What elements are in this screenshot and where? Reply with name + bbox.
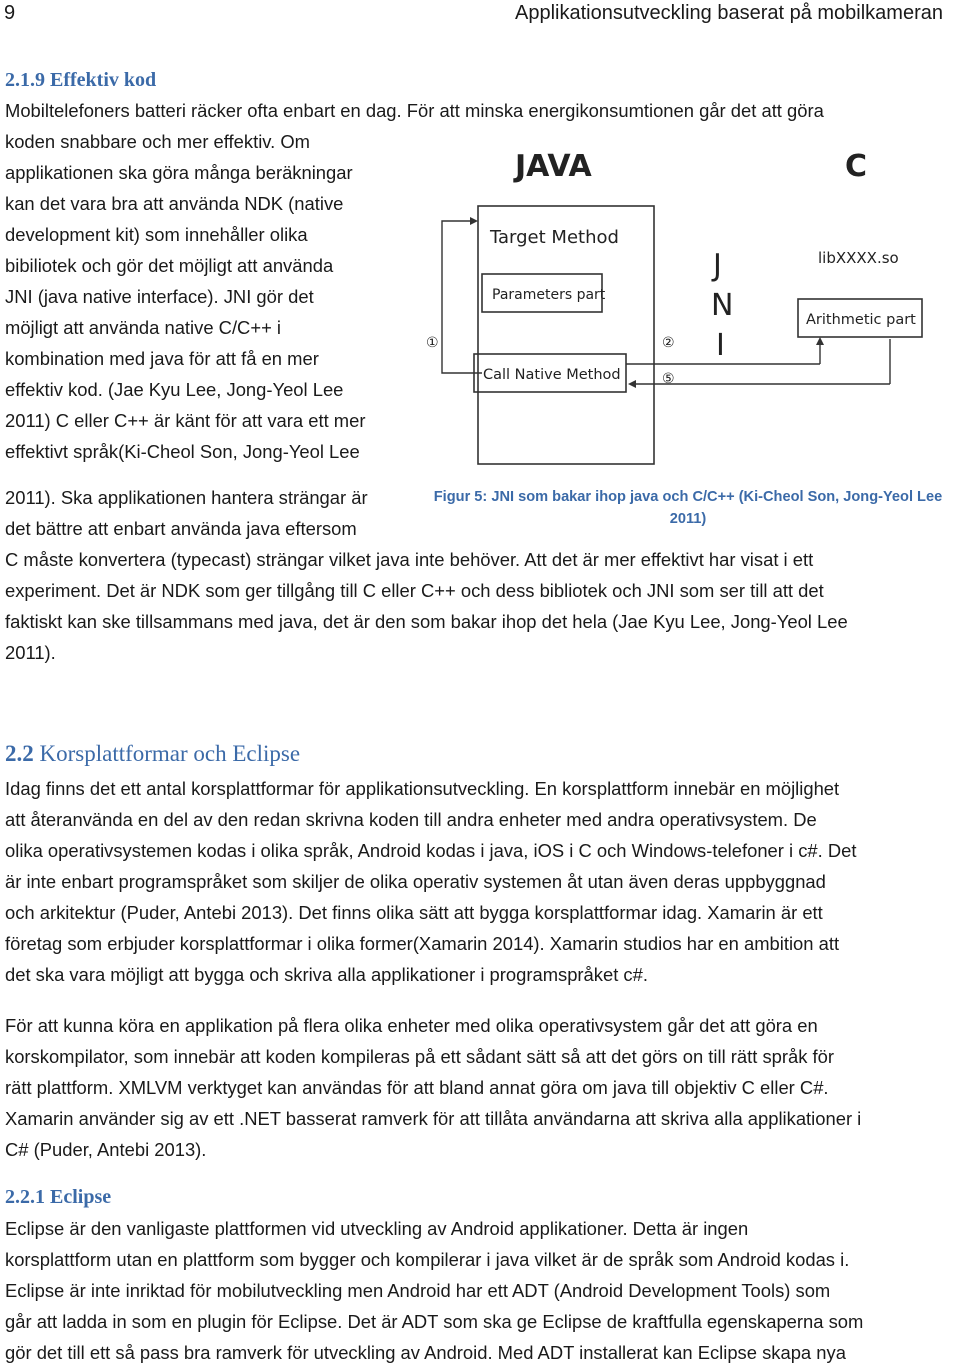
text-line: bibiliotek och gör det möjligt att använda: [5, 255, 334, 276]
text-line: 2011).: [5, 642, 56, 663]
text-line: koden snabbare och mer effektiv. Om: [5, 131, 310, 152]
call-native-method-label: Call Native Method: [483, 367, 621, 383]
text-line: Eclipse är den vanligaste plattformen vid utveckling av Android applikationer. Detta är ingen: [5, 1218, 749, 1239]
text-line: 2011). Ska applikationen hantera strängar är: [5, 487, 368, 508]
text-line: C måste konvertera (typecast) strängar vilket java inte behöver. Att det är mer effektivt har visat i ett: [5, 549, 814, 570]
text-line: Mobiltelefoners batteri räcker ofta enbart en dag. För att minska energikonsumtionen går det att göra: [5, 100, 824, 121]
text-line: möjligt att använda native C/C++ i: [5, 317, 282, 338]
text-line: det bättre att enbart använda java eftersom: [5, 518, 357, 539]
text-line: är inte enbart programspråket som skiljer de olika operativ systemen åt utan även deras uppbyggnad: [5, 871, 826, 892]
text-line: För att kunna köra en applikation på flera olika enheter med olika operativsystem går det att göra en: [5, 1015, 818, 1036]
running-title: Applikationsutveckling baserat på mobilkameran: [514, 2, 943, 24]
figure-caption-line: 2011): [669, 511, 707, 527]
section-title: Korsplattformar och Eclipse: [39, 741, 301, 766]
text-line: faktiskt kan ske tillsammans med java, det är den som bakar ihop det hela (Jae Kyu Lee, Jong-Yeol Lee: [5, 611, 848, 632]
jni-letter-i: I: [716, 328, 725, 363]
text-line: kan det vara bra att använda NDK (native: [5, 193, 344, 214]
text-line: det ska vara möjligt att bygga och skriva alla applikationer i programspråket c#.: [5, 964, 648, 985]
section-heading-effektiv-kod: 2.1.9 Effektiv kod: [5, 69, 157, 91]
text-line: experiment. Det är NDK som ger tillgång till C eller C++ och dess bibliotek och JNI som ser till att det: [5, 580, 824, 601]
text-line: applikationen ska göra många beräkningar: [5, 162, 353, 183]
arithmetic-part-label: Arithmetic part: [806, 312, 916, 328]
text-line: C# (Puder, Antebi 2013).: [5, 1139, 207, 1160]
text-line: JNI (java native interface). JNI gör det: [5, 286, 314, 307]
text-line: korskompilator, som innebär att koden kompileras på ett sådant sätt så att det görs on till rätt språk för: [5, 1046, 835, 1067]
marker-2: ②: [662, 335, 675, 351]
lib-name-label: libXXXX.so: [818, 249, 899, 267]
text-line: 2011) C eller C++ är känt för att vara ett mer: [5, 410, 366, 431]
target-method-label: Target Method: [490, 227, 619, 248]
text-line: företag som erbjuder korsplattformar i olika former(Xamarin 2014). Xamarin studios har en ambition att: [5, 933, 840, 954]
section-number: 2.2: [5, 741, 34, 766]
jni-figure: [420, 133, 956, 481]
figure-caption: [420, 486, 956, 530]
text-line: gör det till ett så pass bra ramverk för utveckling av Android. Med ADT installerat kan Eclipse skapa nya: [5, 1342, 846, 1363]
text-line: effektivt språk(Ki-Cheol Son, Jong-Yeol Lee: [5, 441, 360, 462]
jni-letter-n: N: [711, 288, 734, 323]
text-line: korsplattform utan en plattform som bygger och kompilerar i java vilket är de språk som Android kodas i.: [5, 1249, 850, 1270]
java-label: JAVA: [515, 149, 592, 184]
jni-letter-j: J: [713, 248, 722, 283]
text-line: Xamarin använder sig av ett .NET basserat ramverk för att tillåta användarna att skriva alla applikationer i: [5, 1108, 862, 1129]
section-heading-korsplattformar: [5, 741, 300, 767]
text-line: och arkitektur (Puder, Antebi 2013). Det finns olika sätt att bygga korsplattformar idag. Xamarin är ett: [5, 902, 823, 923]
text-line: development kit) som innehåller olika: [5, 224, 308, 245]
text-line: olika operativsystemen kodas i olika språk, Android kodas i java, iOS i C och Windows-telefoner i c#. Det: [5, 840, 857, 861]
marker-1: ①: [426, 335, 439, 351]
text-line: Eclipse är inte inriktad för mobilutveckling men Android har ett ADT (Android Development Tools) som: [5, 1280, 831, 1301]
c-label: C: [845, 149, 868, 184]
text-line: rätt plattform. XMLVM verktyget kan användas för att bland annat göra om java till objektiv C eller C#.: [5, 1077, 829, 1098]
text-line: kombination med java för att få en mer: [5, 348, 319, 369]
page-number: 9: [4, 2, 16, 24]
section-heading-eclipse: 2.2.1 Eclipse: [5, 1186, 112, 1208]
text-line: effektiv kod. (Jae Kyu Lee, Jong-Yeol Lee: [5, 379, 344, 400]
marker-5: ⑤: [662, 371, 675, 387]
jni-diagram: [420, 133, 956, 481]
parameters-part-label: Parameters part: [492, 287, 606, 303]
text-line: att återanvända en del av den redan skrivna koden till andra enheter med andra operativsystem. De: [5, 809, 817, 830]
figure-caption-line: Figur 5: JNI som bakar ihop java och C/C++ (Ki-Cheol Son, Jong-Yeol Lee: [433, 489, 943, 505]
text-line: går att ladda in som en plugin för Eclipse. Det är ADT som ska ge Eclipse de kraftfulla egenskaperna som: [5, 1311, 864, 1332]
text-line: Idag finns det ett antal korsplattformar för applikationsutveckling. En korsplattform innebär en möjlighet: [5, 778, 840, 799]
